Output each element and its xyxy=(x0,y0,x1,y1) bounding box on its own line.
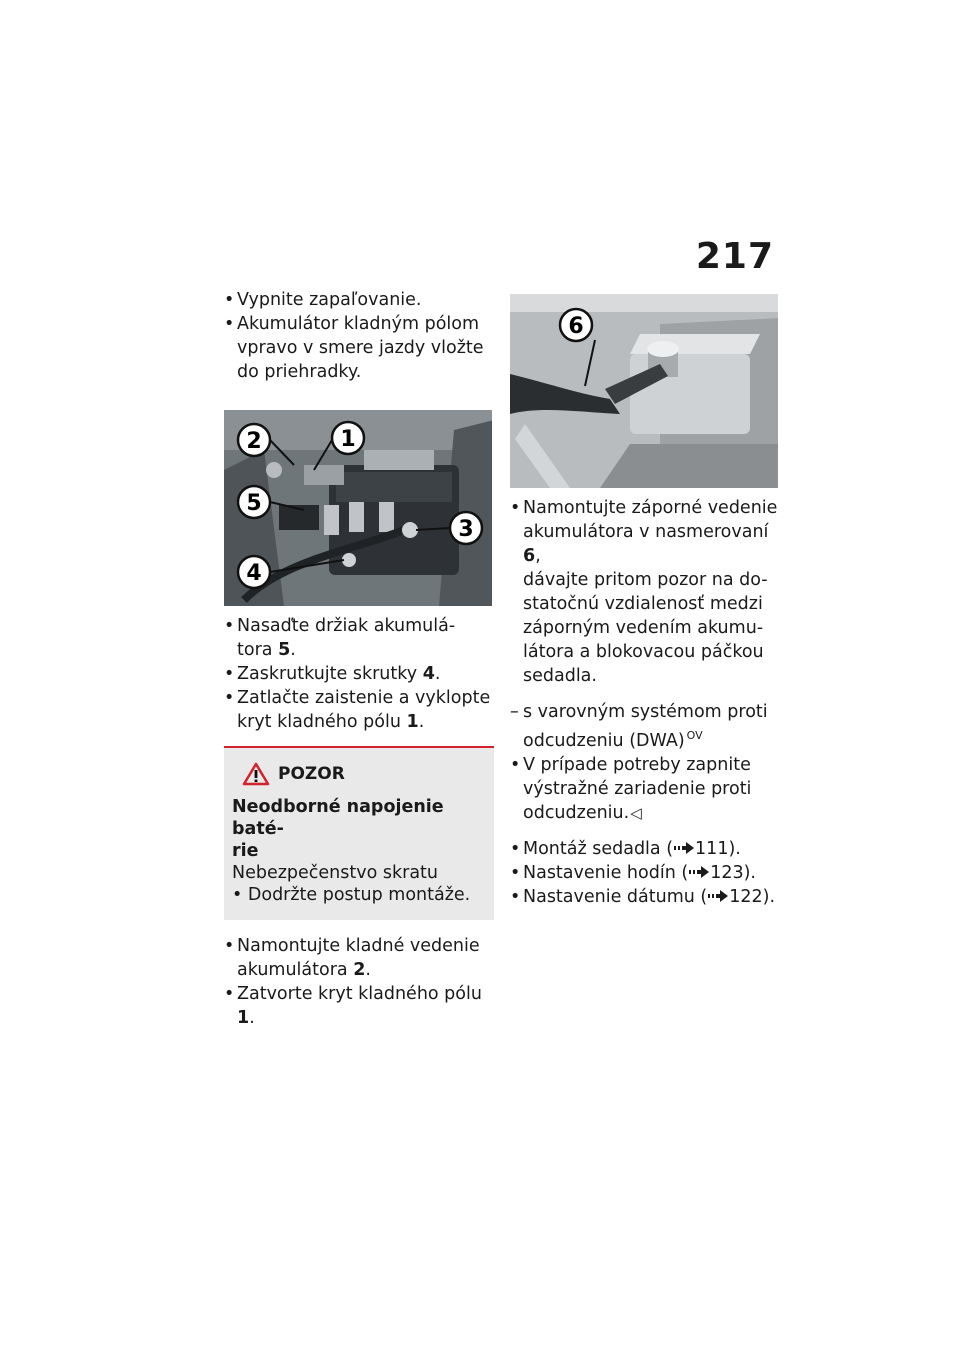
page-number: 217 xyxy=(695,236,774,277)
battery-photo xyxy=(224,410,492,606)
list-item: • Nasaďte držiak akumulá- tora 5. xyxy=(224,616,456,660)
list-item: • Namontujte záporné vedenie akumulátora v nasmerovaní 6, dávajte pritom pozor na do- statočnú vzdialenosť medzi záporným vedením akumu- látora a blokovacou páčkou sedadla. xyxy=(510,498,778,686)
list-item: • Vypnite zapaľovanie. xyxy=(224,290,422,310)
warning-box xyxy=(224,746,494,920)
arrow-right-icon xyxy=(688,865,710,879)
list-item: • Zatvorte kryt kladného pólu 1. xyxy=(224,984,482,1028)
warning-title: POZOR xyxy=(278,764,345,784)
reference-item[interactable]: • Nastavenie dátumu ( 122). xyxy=(510,886,776,907)
callout-label: 2 xyxy=(246,429,262,454)
steps-list-b xyxy=(224,614,494,734)
arrow-right-icon xyxy=(673,841,695,855)
left-column xyxy=(224,288,494,1030)
reference-item[interactable]: • Montáž sedadla ( 111). xyxy=(510,838,741,859)
warning-action: • Dodržte postup montáže. xyxy=(232,885,471,905)
callout-label: 5 xyxy=(246,491,262,516)
steps-list-c xyxy=(224,934,494,1030)
condition-item: – s varovným systémom proti odcudzeniu (DWA) $^{OV}$ xyxy=(510,702,768,751)
warning-triangle-icon xyxy=(242,762,270,786)
list-item: • Zatlačte zaistenie a vyklopte kryt kladného pólu 1. xyxy=(224,688,491,732)
reference-item[interactable]: • Nastavenie hodín ( 123). xyxy=(510,862,756,883)
steps-list-right xyxy=(510,496,780,909)
terminal-photo xyxy=(510,294,778,488)
list-item: • Namontujte kladné vedenie akumulátora 2. xyxy=(224,936,480,980)
list-item: • Zaskrutkujte skrutky 4. xyxy=(224,664,441,684)
callout-label: 3 xyxy=(458,517,474,542)
right-column xyxy=(510,294,780,909)
steps-list-a xyxy=(224,288,494,384)
callout-label: 4 xyxy=(246,561,262,586)
end-mark-icon: ◁ xyxy=(630,803,642,822)
warning-subtitle: Neodborné napojenie baté- rie xyxy=(232,797,444,861)
callout-label: 1 xyxy=(340,427,356,452)
list-item: • Akumulátor kladným pólom vpravo v smere jazdy vložte do priehradky. xyxy=(224,314,484,382)
callout-label: 6 xyxy=(568,314,584,339)
list-item: • V prípade potreby zapnite výstražné zariadenie proti odcudzeniu.◁ xyxy=(510,754,752,823)
warning-text: Nebezpečenstvo skratu xyxy=(232,863,439,883)
arrow-right-icon xyxy=(707,889,729,903)
